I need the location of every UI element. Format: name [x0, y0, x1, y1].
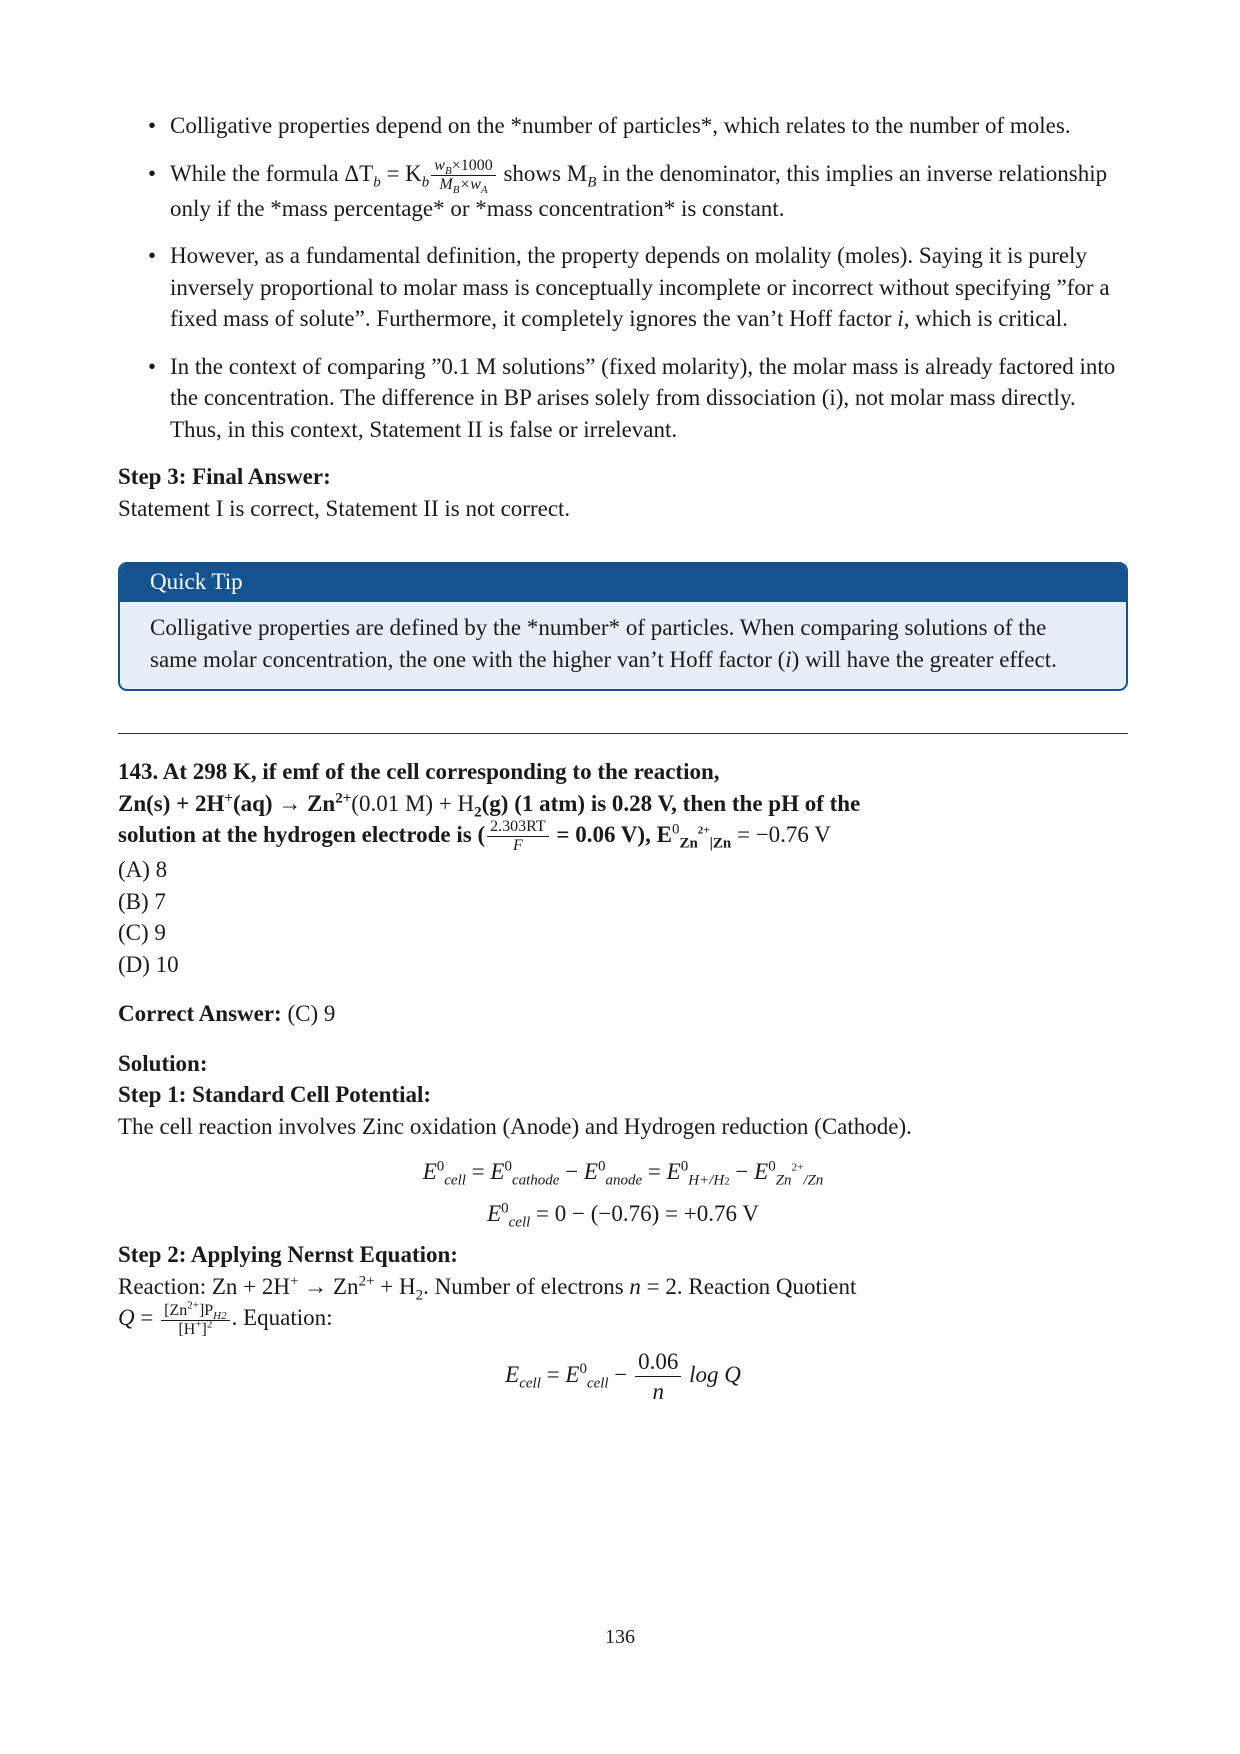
page-number: 136	[605, 1626, 635, 1648]
option-b: (B) 7	[118, 888, 166, 914]
step1-heading: Step 1: Standard Cell Potential:	[118, 1082, 432, 1108]
solution-label: Solution:	[118, 1050, 208, 1076]
bullet-dot: •	[148, 113, 157, 138]
bullet-item-3: • However, as a fundamental definition, the property depends on molality (moles). Saying it is purely inversely proportional to molar mass is conceptually incomplete or incorrect without specifying ”for a fixed mass of solute”. Furthermore, it completely ignores the van’t Hoff factor i, which is critical.	[118, 240, 1128, 335]
option-c: (C) 9	[118, 920, 166, 946]
question-line-2: $Zn(s) + 2H^+(aq) \to Zn^{2+}(0.01$ $M) + H_2(g)$ (1 atm) is 0.28 V, then the pH of the	[118, 790, 861, 821]
bullet-item-4	[118, 351, 1128, 446]
step1-text: The cell reaction involves Zinc oxidation (Anode) and Hydrogen reduction (Cathode).	[118, 1113, 912, 1139]
step3-text: Statement I is correct, Statement II is not correct.	[118, 495, 571, 521]
bullet-text: Colligative properties depend on the *number of particles*, which relates to the number of moles.	[170, 113, 1071, 138]
bullet-item-2: • While the formula $\Delta T_b = K_b$ $\frac{w_B\times 1000}{M_B\times w_A}$ shows $M_B$ in the denominator, this implies an inverse relationship only if the *mass percentage* or *mass concentration* is constant.	[148, 156, 1108, 221]
correct-answer: Correct Answer: (C) 9	[118, 1001, 336, 1027]
bullet-dot: •	[148, 353, 157, 379]
question-line-1: 143. At 298 K, if emf of the cell corresponding to the reaction,	[118, 759, 720, 785]
question-143	[118, 756, 1128, 854]
document-page	[118, 110, 1128, 1413]
question-line-3: solution at the hydrogen electrode is ( $\frac{2.303RT}{F}$ = 0.06 V), $E^0_{Zn2+|Zn} = -0.76$ V	[118, 818, 831, 855]
explanation-bullet-list	[118, 110, 1128, 445]
bullet-item-1	[118, 110, 1128, 142]
quick-tip-body: Colligative properties are defined by the *number* of particles. When comparing solutions of the same molar concentration, the one with the higher van’t Hoff factor (i) will have the greater effect.	[150, 615, 1057, 672]
bullet-text: While the formula ΔT	[170, 160, 374, 186]
equation-nernst: $E_{cell} = E^0_{cell}$ − $\frac{0.06}{n}$ log Q	[505, 1348, 741, 1404]
equation-standard-potential: $E^0_{cell} = E^0_{cathode} - E^0_{anode} = E^0_{H+/H2} - E^0_{Zn2+/Zn}$	[422, 1158, 824, 1190]
quick-tip-title: Quick Tip	[120, 564, 1126, 602]
quick-tip-box	[118, 562, 1128, 691]
equation-cell-value: $E^0_{cell} = 0 - (-0.76) = +0.76$ V	[487, 1200, 759, 1231]
reaction-quotient: Q = $\frac{[Zn^{2+}]P_{H2}}{[H^+]^2}$ . Equation:	[118, 1299, 333, 1338]
bullet-dot: •	[148, 243, 157, 269]
option-d: (D) 10	[118, 951, 179, 977]
step2-heading: Step 2: Applying Nernst Equation:	[118, 1242, 458, 1268]
option-a: (A) 8	[118, 857, 168, 883]
bullet-dot: •	[148, 160, 157, 186]
section-divider	[118, 733, 1128, 734]
step3-heading: Step 3: Final Answer:	[118, 464, 331, 490]
formula-fraction: $\frac{w_B\times 1000}{M_B\times w_A}$	[431, 158, 495, 193]
bullet-text: In the context of comparing ”0.1 M solutions” (fixed molarity), the molar mass is already factored into the concentration. The difference in BP arises solely from dissociation (i), not molar mass directly. Thus, in this context, Statement II is false or irrelevant.	[170, 353, 1116, 442]
answer-options	[118, 854, 1128, 980]
bullet-text: However, as a fundamental definition, the property depends on molality (moles). Saying it is purely inversely proportional to molar mass is conceptually incomplete or incorrect without specifying ”for a fixed mass of solute”. Furthermore, it completely ignores the van’t Hoff factor	[170, 243, 1110, 332]
step2-text: Reaction: $Zn + 2H^+ \to Zn^{2+} + H_2$. Number of electrons n = 2. Reaction Quotient	[118, 1273, 857, 1304]
